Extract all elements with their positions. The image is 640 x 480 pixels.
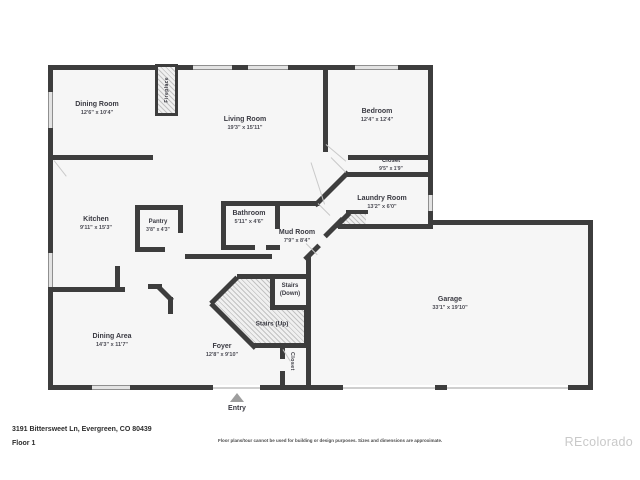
room-name: Garage bbox=[437, 296, 463, 304]
wall bbox=[323, 65, 328, 152]
room-label-living-room bbox=[224, 116, 266, 132]
wall bbox=[135, 205, 140, 252]
wall bbox=[221, 201, 226, 250]
stairs-down-label bbox=[280, 283, 300, 299]
entry-marker-icon bbox=[230, 393, 244, 402]
room-dims: 7'9" x 8'4" bbox=[283, 237, 311, 244]
window bbox=[193, 65, 232, 70]
wall bbox=[185, 254, 272, 259]
wall bbox=[135, 205, 183, 210]
room-name: Dining Room bbox=[75, 101, 119, 109]
window bbox=[48, 253, 53, 287]
room-label-mud-room bbox=[279, 229, 315, 245]
room-name: Foyer bbox=[212, 343, 232, 351]
stairs-down-line1: Stairs bbox=[281, 283, 299, 290]
fireplace bbox=[155, 64, 178, 116]
wall bbox=[588, 220, 593, 390]
entry-label: Entry bbox=[228, 405, 246, 412]
garage-door-line bbox=[447, 387, 568, 389]
room-dims: 9'11" x 15'3" bbox=[80, 224, 112, 231]
room-dims: 14'3" x 11'7" bbox=[96, 341, 128, 348]
room-dims: 12'4" x 12'4" bbox=[360, 116, 394, 123]
wall bbox=[221, 201, 280, 206]
room-name: Closet bbox=[381, 158, 401, 165]
room-name: Pantry bbox=[148, 219, 168, 226]
room-dims: 5'11" x 4'6" bbox=[234, 218, 264, 225]
wall bbox=[253, 343, 309, 348]
room-name: Dining Area bbox=[92, 333, 132, 341]
wall bbox=[428, 220, 593, 225]
stairs-down-line2: (Down) bbox=[279, 291, 301, 297]
window bbox=[48, 92, 53, 128]
window bbox=[248, 65, 288, 70]
room-dims: 3'8" x 4'3" bbox=[146, 226, 170, 233]
stairs-up-label: Stairs (Up) bbox=[255, 320, 289, 328]
wall bbox=[135, 247, 165, 252]
wall bbox=[221, 245, 255, 250]
wall bbox=[48, 287, 125, 292]
wall bbox=[338, 224, 433, 229]
window bbox=[92, 385, 130, 390]
window bbox=[355, 65, 398, 70]
room-label-dining-area bbox=[92, 333, 131, 349]
floor-label: Floor 1 bbox=[12, 440, 36, 447]
room-label-laundry-room bbox=[357, 195, 406, 211]
room-label-bathroom bbox=[232, 210, 265, 226]
room-dims: 13'2" x 6'0" bbox=[367, 203, 397, 210]
address-text: 3191 Bittersweet Ln, Evergreen, CO 80439 bbox=[12, 426, 152, 433]
foyer-closet-label: Closet bbox=[289, 352, 295, 371]
disclaimer-text: Floor plans/tour cannot be used for building or design purposes. Sizes and dimensions are approximate. bbox=[218, 438, 443, 443]
wall bbox=[48, 155, 153, 160]
room-name: Living Room bbox=[223, 116, 267, 124]
room-dims: 33'1" x 19'10" bbox=[432, 304, 468, 311]
wall bbox=[266, 245, 280, 250]
garage-door-line bbox=[343, 387, 435, 389]
window bbox=[428, 195, 433, 211]
wall bbox=[275, 201, 280, 229]
entry-door-line bbox=[213, 387, 260, 389]
wall bbox=[345, 172, 433, 177]
room-dims: 9'5" x 1'9" bbox=[379, 165, 403, 172]
room-name: Mud Room bbox=[278, 229, 316, 237]
room-label-pantry bbox=[146, 219, 170, 233]
room-dims: 12'6" x 10'4" bbox=[80, 109, 114, 116]
room-label-garage bbox=[432, 296, 467, 312]
room-name: Kitchen bbox=[83, 216, 109, 224]
room-name: Bathroom bbox=[232, 210, 266, 218]
watermark: REcolorado bbox=[564, 435, 633, 449]
wall bbox=[280, 371, 285, 387]
room-label-closet bbox=[379, 158, 403, 172]
wall bbox=[304, 306, 309, 348]
room-name: Bedroom bbox=[361, 108, 393, 116]
fireplace-label: Fireplace bbox=[163, 77, 170, 103]
room-label-dining-room bbox=[75, 101, 119, 117]
room-name: Laundry Room bbox=[357, 195, 407, 203]
wall bbox=[178, 205, 183, 233]
room-dims: 19'3" x 15'11" bbox=[227, 124, 263, 131]
room-label-bedroom bbox=[361, 108, 393, 124]
room-label-foyer bbox=[206, 343, 238, 359]
room-dims: 12'8" x 9'10" bbox=[205, 351, 239, 358]
room-label-kitchen bbox=[80, 216, 112, 232]
